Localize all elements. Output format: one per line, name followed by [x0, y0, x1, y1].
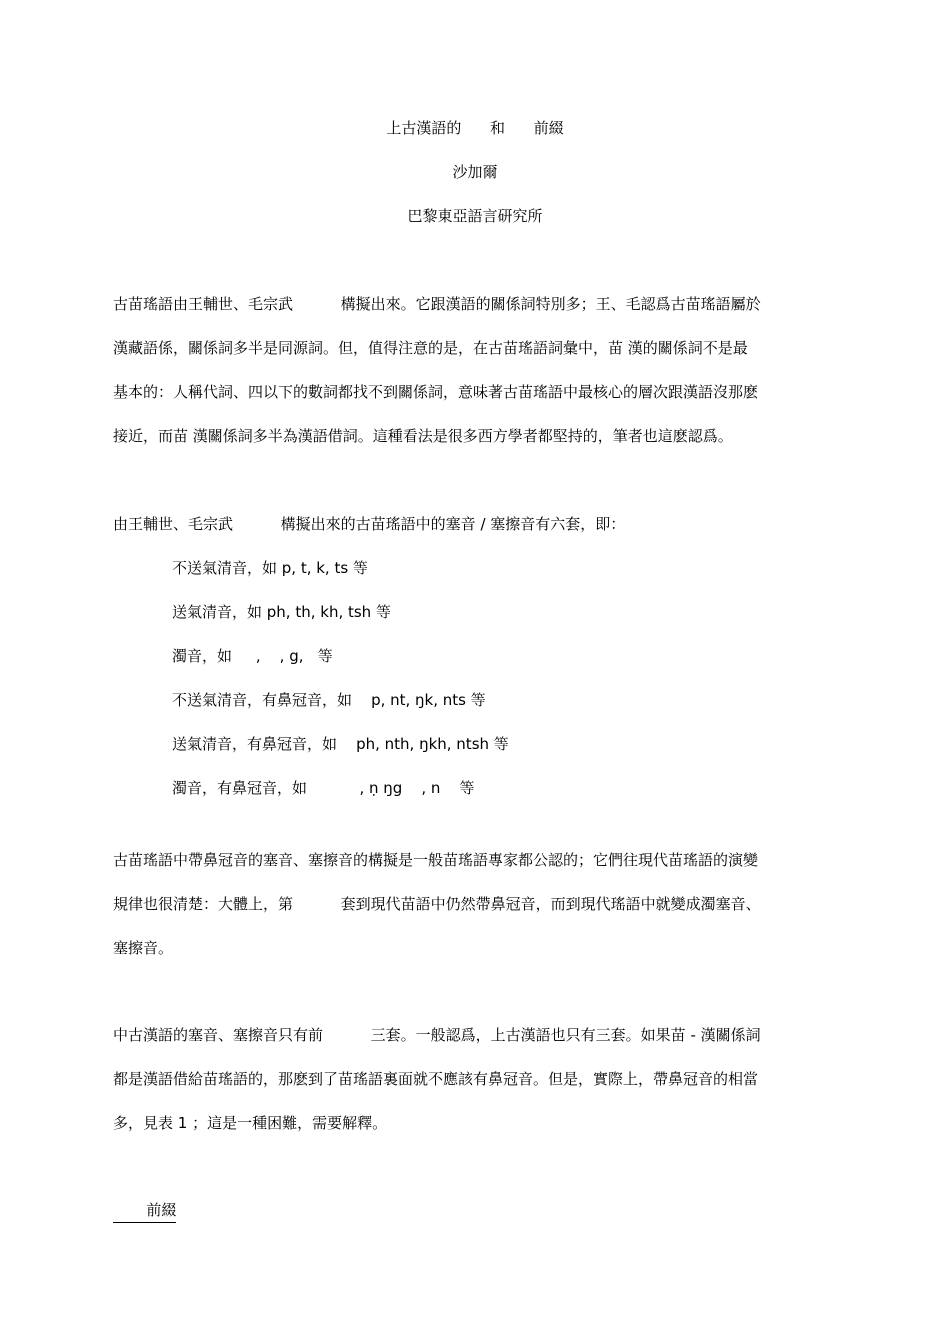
section-heading: 前綴 [113, 1200, 176, 1223]
list-item-4: 不送氣清音，有鼻冠音，如 p, nt, ŋk, nts 等 [172, 691, 486, 709]
author: 沙加爾 [452, 163, 498, 181]
title: 上古漢語的 和 前綴 [386, 119, 564, 137]
affiliation: 巴黎東亞語言研究所 [407, 207, 543, 225]
paragraph-2-intro: 由王輔世、毛宗武 構擬出來的古苗瑤語中的塞音 / 塞擦音有六套，即： [113, 515, 626, 533]
list-item-2: 送氣清音，如 ph, th, kh, tsh 等 [172, 603, 391, 621]
paragraph-4-line-2: 都是漢語借給苗瑤語的，那麽到了苗瑤語裏面就不應該有鼻冠音。但是，實際上，帶鼻冠音的相當 [113, 1070, 759, 1088]
list-item-3: 濁音，如 , , g, 等 [172, 647, 333, 665]
paragraph-4-line-3: 多，見表 1 ；這是一種困難，需要解釋。 [113, 1114, 388, 1132]
paragraph-4-line-1: 中古漢語的塞音、塞擦音只有前 三套。一般認爲，上古漢語也只有三套。如果苗 - 漢關係詞 [113, 1026, 761, 1044]
paragraph-3-line-2: 規律也很清楚：大體上，第 套到現代苗語中仍然帶鼻冠音，而到現代瑤語中就變成濁塞音、 [113, 895, 761, 913]
list-item-5: 送氣清音，有鼻冠音，如 ph, nth, ŋkh, ntsh 等 [172, 735, 509, 753]
list-item-1: 不送氣清音，如 p, t, k, ts 等 [172, 559, 368, 577]
paragraph-3-line-1: 古苗瑤語中帶鼻冠音的塞音、塞擦音的構擬是一般苗瑤語專家都公認的；它們往現代苗瑤語的演變 [113, 851, 759, 869]
list-item-6: 濁音，有鼻冠音，如 , ṇ ŋg , n 等 [172, 779, 475, 797]
paragraph-1-line-3: 基本的：人稱代詞、四以下的數詞都找不到關係詞，意味著古苗瑤語中最核心的層次跟漢語沒那麽 [113, 383, 759, 401]
paragraph-3-line-3: 塞擦音。 [113, 939, 174, 957]
paragraph-1-line-4: 接近，而苗 漢關係詞多半為漢語借詞。這種看法是很多西方學者都堅持的，筆者也這麽認爲。 [113, 427, 733, 445]
paragraph-1-line-1: 古苗瑤語由王輔世、毛宗武 構擬出來。它跟漢語的關係詞特別多；王、毛認爲古苗瑤語屬於 [113, 295, 761, 313]
paragraph-1-line-2: 漢藏語係，關係詞多半是同源詞。但，值得注意的是，在古苗瑤語詞彙中，苗 漢的關係詞不是最 [113, 339, 748, 357]
